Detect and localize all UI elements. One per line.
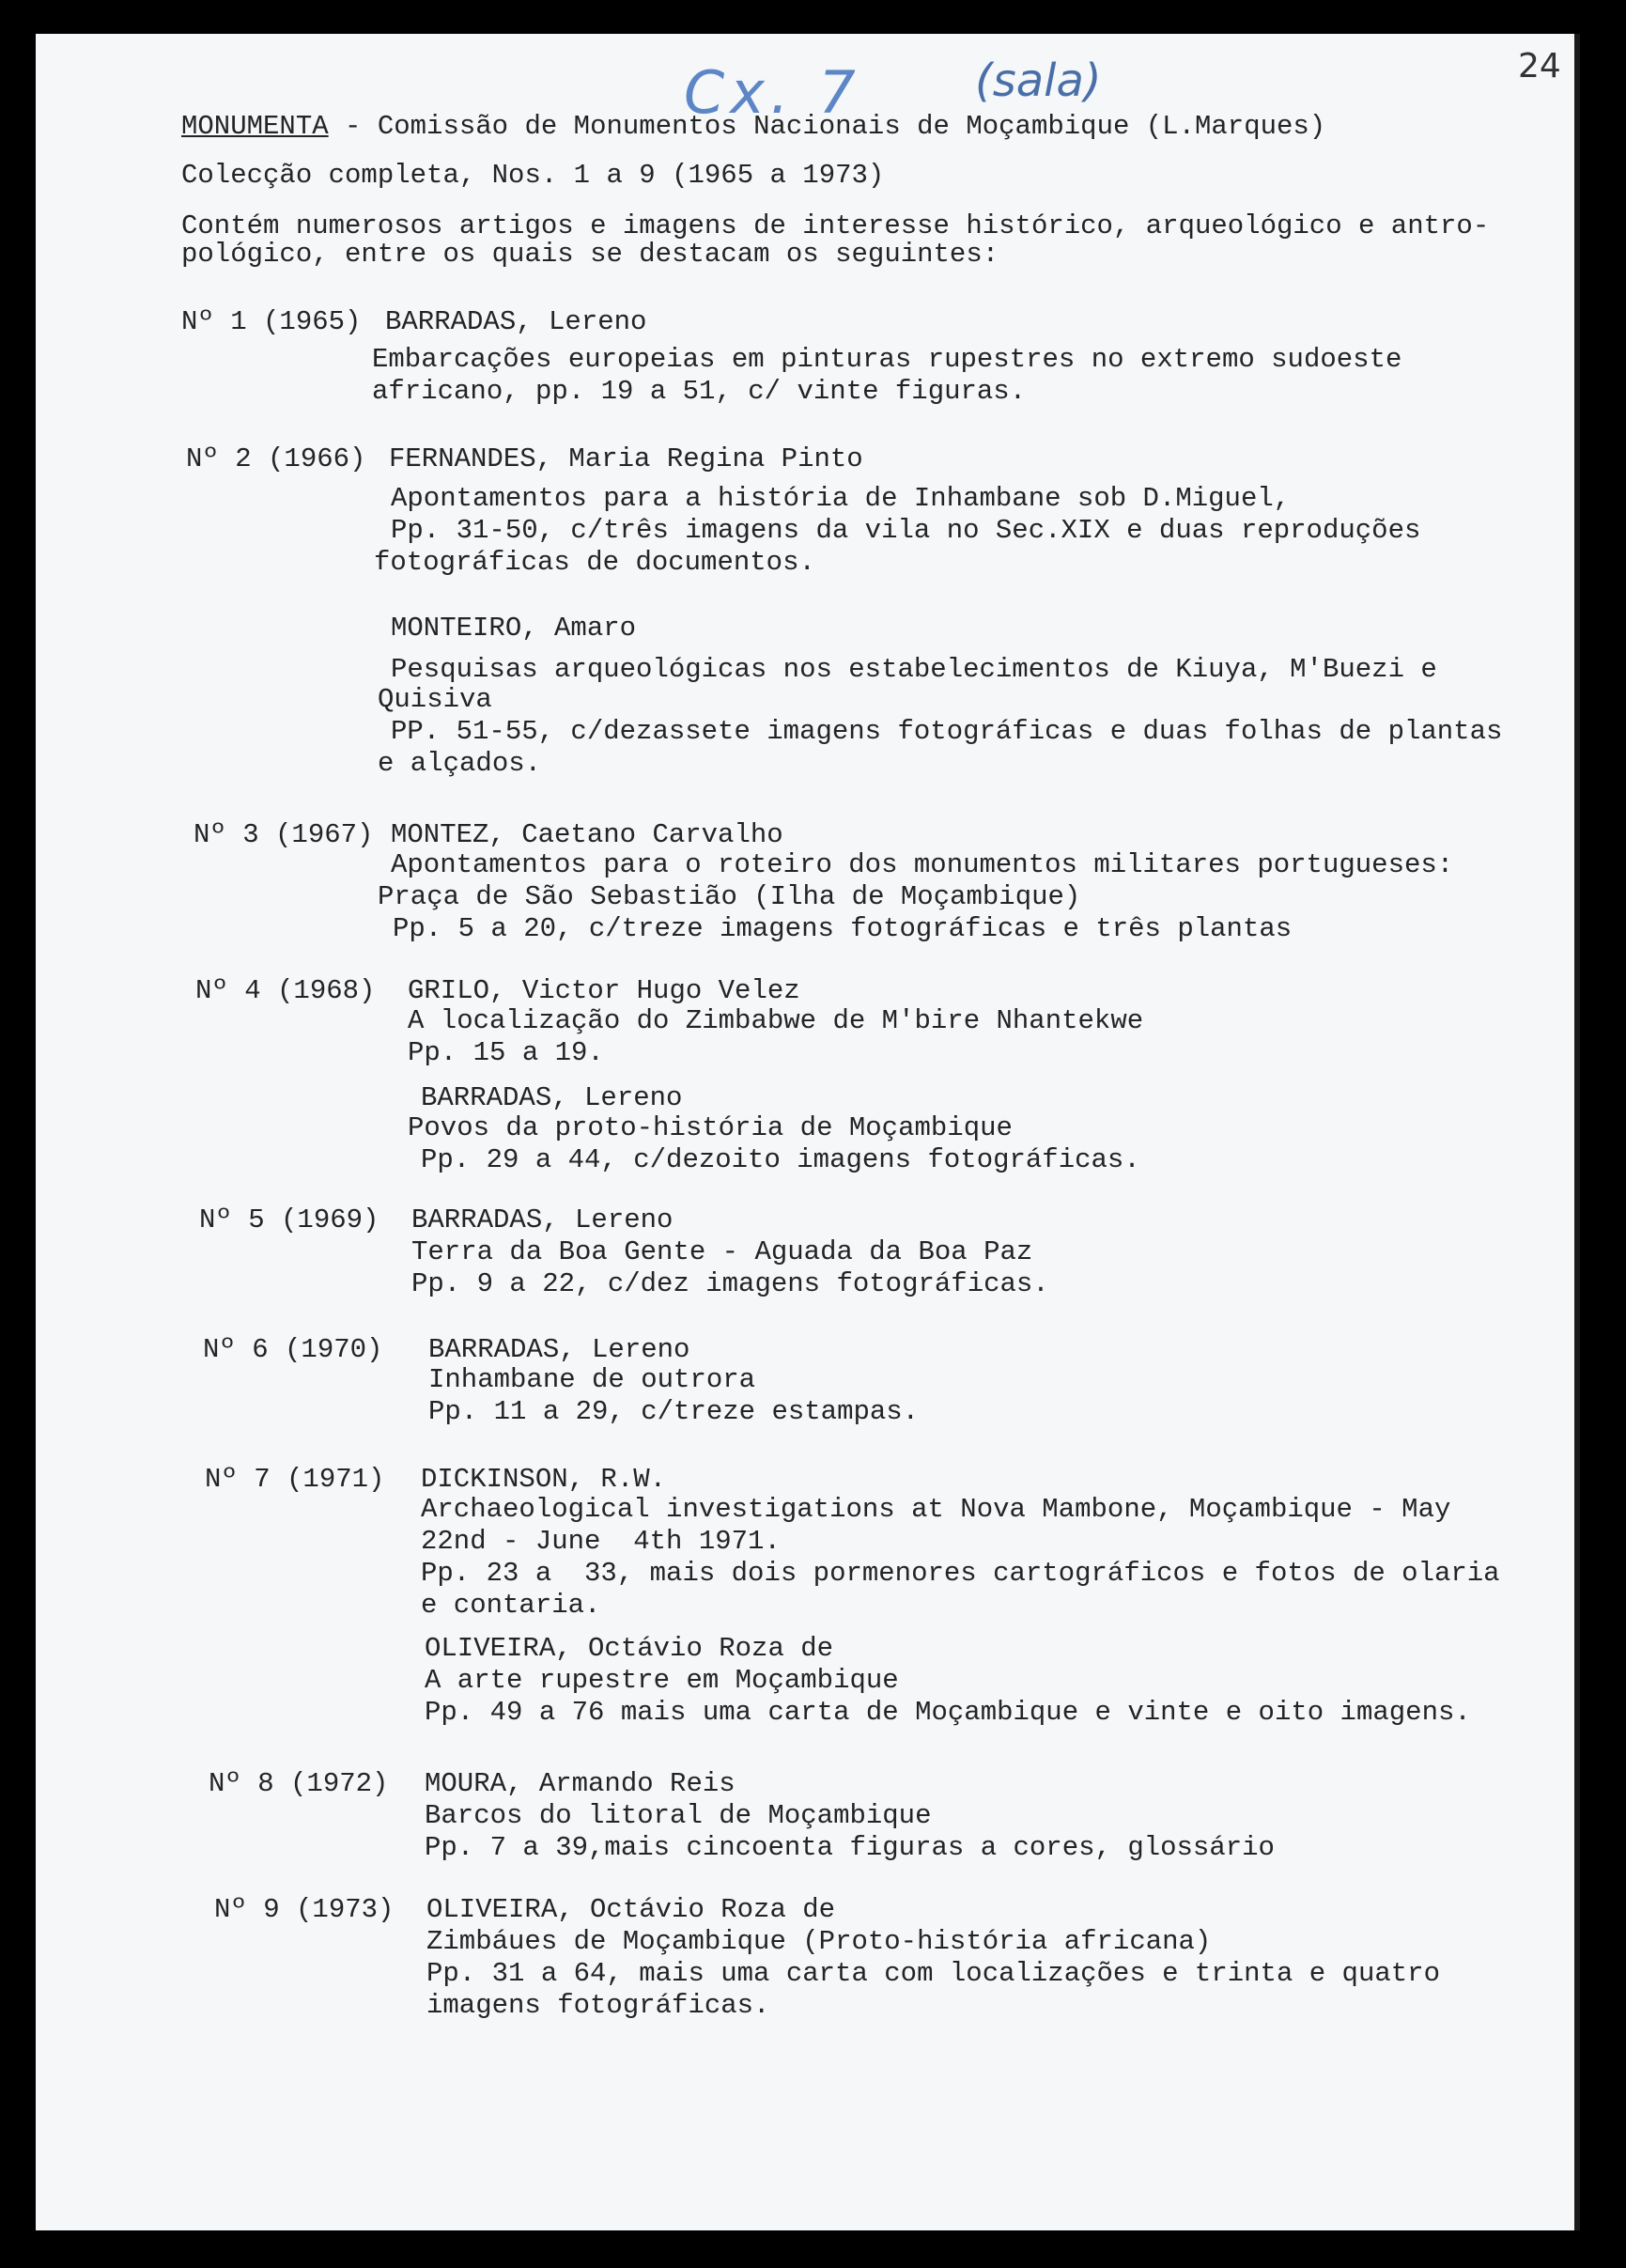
entry-author: MONTEZ, Caetano Carvalho bbox=[391, 819, 783, 850]
journal-title: MONUMENTA bbox=[181, 111, 329, 142]
document-page bbox=[36, 34, 1578, 2230]
entry-line: PP. 51-55, c/dezassete imagens fotográficas e duas folhas de plantas bbox=[391, 716, 1503, 747]
entry-line: Pp. 31-50, c/três imagens da vila no Sec.XIX e duas reproduções bbox=[391, 515, 1421, 546]
entry-line: Pp. 29 a 44, c/dezoito imagens fotográficas. bbox=[421, 1144, 1140, 1175]
entry-line: Apontamentos para a história de Inhambane sob D.Miguel, bbox=[391, 483, 1291, 514]
entry-line: Terra da Boa Gente - Aguada da Boa Paz bbox=[411, 1236, 1033, 1267]
issue-label: Nº 5 (1969) bbox=[199, 1204, 379, 1235]
entry-author: MONTEIRO, Amaro bbox=[391, 613, 637, 644]
entry-line: Pp. 31 a 64, mais uma carta com localizações e trinta e quatro bbox=[426, 1958, 1440, 1989]
entry-line: Inhambane de outrora bbox=[428, 1364, 756, 1395]
entry-author: OLIVEIRA, Octávio Roza de bbox=[425, 1633, 834, 1664]
entry-line: e contaria. bbox=[421, 1590, 601, 1621]
entry-line: A localização do Zimbabwe de M'bire Nhantekwe bbox=[408, 1005, 1144, 1036]
issue-label: Nº 1 (1965) bbox=[181, 306, 362, 337]
entry-line: Povos da proto-história de Moçambique bbox=[408, 1112, 1013, 1143]
entry-line: fotográficas de documentos. bbox=[374, 547, 815, 578]
entry-line: A arte rupestre em Moçambique bbox=[425, 1665, 899, 1696]
entry-author: OLIVEIRA, Octávio Roza de bbox=[426, 1894, 836, 1925]
entry-line: Pp. 49 a 76 mais uma carta de Moçambique e vinte e oito imagens. bbox=[425, 1697, 1471, 1728]
entry-author: FERNANDES, Maria Regina Pinto bbox=[389, 443, 863, 474]
entry-line: imagens fotográficas. bbox=[426, 1990, 770, 2021]
issue-label: Nº 8 (1972) bbox=[209, 1768, 389, 1799]
entry-line: Quisiva bbox=[378, 684, 492, 715]
entry-line: Zimbáues de Moçambique (Proto-história africana) bbox=[426, 1926, 1212, 1957]
issue-label: Nº 2 (1966) bbox=[186, 443, 366, 474]
intro-line-1: Contém numerosos artigos e imagens de interesse histórico, arqueológico e antro- bbox=[181, 210, 1490, 241]
entry-author: BARRADAS, Lereno bbox=[411, 1204, 674, 1235]
entry-line: Pp. 7 a 39,mais cincoenta figuras a cores, glossário bbox=[425, 1832, 1275, 1863]
entry-author: MOURA, Armando Reis bbox=[425, 1768, 736, 1799]
entry-line: Apontamentos para o roteiro dos monumentos militares portugueses: bbox=[391, 849, 1454, 880]
entry-line: Archaeological investigations at Nova Mambone, Moçambique - May bbox=[421, 1494, 1451, 1525]
issue-label: Nº 3 (1967) bbox=[194, 819, 374, 850]
entry-author: BARRADAS, Lereno bbox=[421, 1082, 683, 1113]
entry-line: Pesquisas arqueológicas nos estabelecimentos de Kiuya, M'Buezi e bbox=[391, 654, 1437, 685]
entry-line: Barcos do litoral de Moçambique bbox=[425, 1800, 932, 1831]
box-annotation: Cx. 7 bbox=[684, 58, 861, 127]
entry-line: Embarcações europeias em pinturas rupestres no extremo sudoeste bbox=[372, 344, 1402, 375]
intro-line-2: pológico, entre os quais se destacam os seguintes: bbox=[181, 239, 999, 270]
entry-author: BARRADAS, Lereno bbox=[428, 1334, 690, 1365]
entry-line: africano, pp. 19 a 51, c/ vinte figuras. bbox=[372, 376, 1027, 407]
journal-subtitle: - Comissão de Monumentos Nacionais de Moçambique (L.Marques) bbox=[328, 111, 1326, 142]
entry-line: Praça de São Sebastião (Ilha de Moçambique) bbox=[378, 881, 1081, 912]
room-annotation: (sala) bbox=[975, 54, 1102, 107]
entry-line: Pp. 5 a 20, c/treze imagens fotográficas e três plantas bbox=[393, 913, 1293, 944]
entry-line: 22nd - June 4th 1971. bbox=[421, 1526, 781, 1557]
entry-line: Pp. 15 a 19. bbox=[408, 1037, 604, 1068]
page-edge bbox=[1574, 34, 1580, 2230]
entry-author: BARRADAS, Lereno bbox=[385, 306, 647, 337]
page-number: 24 bbox=[1518, 47, 1561, 85]
collection-line: Colecção completa, Nos. 1 a 9 (1965 a 1973) bbox=[181, 160, 885, 191]
issue-label: Nº 7 (1971) bbox=[205, 1464, 385, 1495]
entry-author: GRILO, Victor Hugo Velez bbox=[408, 975, 800, 1006]
entry-author: DICKINSON, R.W. bbox=[421, 1464, 667, 1495]
issue-label: Nº 4 (1968) bbox=[195, 975, 376, 1006]
issue-label: Nº 9 (1973) bbox=[214, 1894, 395, 1925]
entry-line: Pp. 11 a 29, c/treze estampas. bbox=[428, 1396, 920, 1427]
issue-label: Nº 6 (1970) bbox=[203, 1334, 383, 1365]
header-title-line bbox=[181, 111, 1325, 143]
entry-line: e alçados. bbox=[378, 748, 542, 779]
entry-line: Pp. 23 a 33, mais dois pormenores cartográficos e fotos de olaria bbox=[421, 1558, 1500, 1589]
entry-line: Pp. 9 a 22, c/dez imagens fotográficas. bbox=[411, 1268, 1049, 1299]
